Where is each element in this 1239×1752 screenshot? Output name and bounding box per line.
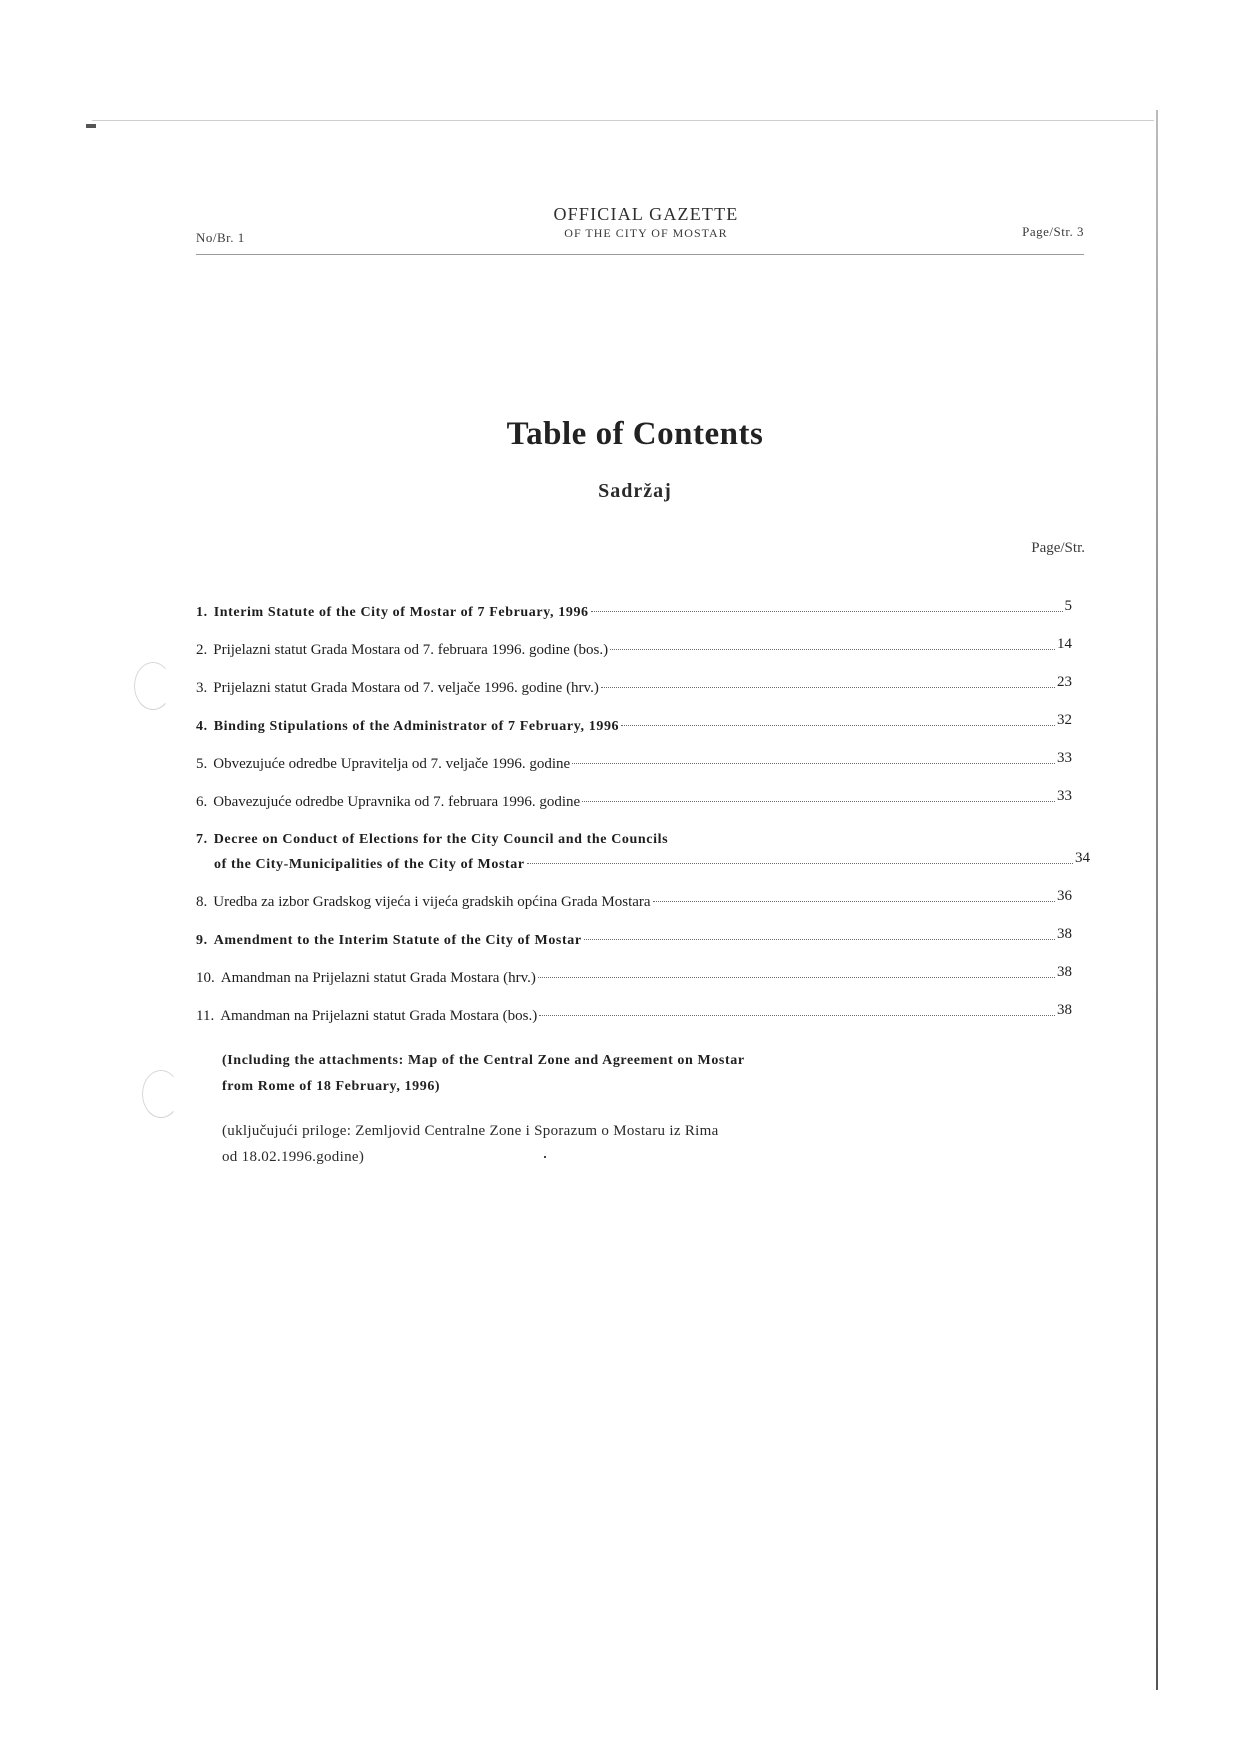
toc-entry-page: 38: [1057, 964, 1072, 980]
toc-entry: [196, 790, 1072, 828]
dot-leader: [621, 725, 1055, 726]
toc-entry: [196, 676, 1072, 714]
dot-leader: [584, 939, 1055, 940]
scan-edge-shadow: [1156, 110, 1158, 1690]
dot-leader: [539, 1015, 1055, 1016]
dot-leader: [591, 611, 1063, 612]
toc-entry-page: 14: [1057, 636, 1072, 652]
toc-entry-page: 32: [1057, 712, 1072, 728]
toc-entry-page: 5: [1064, 598, 1072, 614]
toc-entry-title-line2: of the City-Municipalities of the City of Mostar: [214, 857, 525, 872]
attachments-note-line: (Including the attachments: Map of the Central Zone and Agreement on Mostar: [222, 1053, 745, 1068]
page-column-label: Page/Str.: [1031, 540, 1085, 556]
toc-entry: [196, 828, 1090, 890]
gazette-title: OFFICIAL GAZETTE: [553, 204, 739, 224]
dot-leader: [601, 687, 1055, 688]
toc-entry-title: Interim Statute of the City of Mostar of 7 February, 1996: [213, 605, 589, 620]
toc-entry-title: Binding Stipulations of the Administrator of 7 February, 1996: [213, 719, 620, 734]
toc-entry-title: Amandman na Prijelazni statut Grada Mostara (bos.): [220, 1008, 538, 1024]
toc-entry-number: 5.: [196, 756, 208, 772]
toc-entry-number: 1.: [196, 605, 208, 620]
punch-hole: [134, 662, 172, 710]
toc-entry-number: 2.: [196, 642, 208, 658]
toc-entry-title: Obavezujuće odredbe Upravnika od 7. februara 1996. godine: [213, 794, 581, 810]
toc-entry-number: 3.: [196, 680, 208, 696]
dot-leader: [538, 977, 1055, 978]
toc-entry-number: 11.: [196, 1008, 215, 1024]
page-subtitle: Sadržaj: [598, 480, 672, 502]
page-number: Page/Str. 3: [1022, 224, 1084, 239]
dot-leader: [610, 649, 1055, 650]
toc-entry-number: 7.: [196, 832, 208, 847]
toc-entry-number: 4.: [196, 719, 208, 734]
toc-entry-title: Prijelazni statut Grada Mostara od 7. veljače 1996. godine (hrv.): [213, 680, 599, 696]
attachments-note-english: [222, 1048, 922, 1100]
dot-leader: [527, 863, 1073, 864]
toc-entry-title: Amendment to the Interim Statute of the City of Mostar: [213, 933, 582, 948]
attachments-note-line: (uključujući priloge: Zemljovid Centralne Zone i Sporazum o Mostaru iz Rima: [222, 1123, 719, 1139]
toc-entry-title: Obvezujuće odredbe Upravitelja od 7. veljače 1996. godine: [213, 756, 571, 772]
punch-hole: [142, 1070, 180, 1118]
toc-entry-page: 34: [1075, 850, 1090, 866]
gazette-header: [196, 204, 1084, 254]
header-divider: [196, 254, 1084, 255]
toc-entry: [196, 928, 1072, 966]
scan-edge-line: [92, 120, 1154, 121]
toc-entry-page: 38: [1057, 926, 1072, 942]
toc-entry: [196, 714, 1072, 752]
toc-entry-title-line1: Decree on Conduct of Elections for the City Council and the Councils: [213, 832, 669, 847]
table-of-contents: [196, 598, 1090, 1042]
toc-entry-page: 33: [1057, 788, 1072, 804]
attachments-note-line: from Rome of 18 February, 1996): [222, 1079, 441, 1094]
issue-number: No/Br. 1: [196, 230, 245, 245]
toc-entry-title: Uredba za izbor Gradskog vijeća i vijeća gradskih općina Grada Mostara: [213, 894, 651, 910]
toc-entry-page: 23: [1057, 674, 1072, 690]
page-title: Table of Contents: [506, 416, 764, 452]
gazette-masthead: [496, 204, 796, 241]
dot-leader: [572, 763, 1055, 764]
toc-entry: [196, 638, 1072, 676]
toc-entry-title: Prijelazni statut Grada Mostara od 7. februara 1996. godine (bos.): [213, 642, 609, 658]
toc-entry-page: 33: [1057, 750, 1072, 766]
toc-entry-number: 8.: [196, 894, 208, 910]
dot-leader: [653, 901, 1055, 902]
attachments-note-local: [222, 1118, 922, 1170]
scan-mark: [86, 124, 96, 128]
toc-entry-number: 10.: [196, 970, 215, 986]
toc-entry-number: 9.: [196, 933, 208, 948]
scan-speck: [544, 1156, 546, 1158]
toc-entry: [196, 966, 1072, 1004]
toc-entry-page: 36: [1057, 888, 1072, 904]
toc-entry-page: 38: [1057, 1002, 1072, 1018]
toc-entry: [196, 1004, 1072, 1042]
toc-entry-number: 6.: [196, 794, 208, 810]
dot-leader: [582, 801, 1055, 802]
toc-entry: [196, 600, 1072, 638]
toc-entry-title: Amandman na Prijelazni statut Grada Mostara (hrv.): [220, 970, 536, 986]
toc-entry: [196, 752, 1072, 790]
gazette-subtitle: OF THE CITY OF MOSTAR: [564, 226, 728, 240]
attachments-note-line: od 18.02.1996.godine): [222, 1149, 365, 1165]
toc-entry: [196, 890, 1072, 928]
